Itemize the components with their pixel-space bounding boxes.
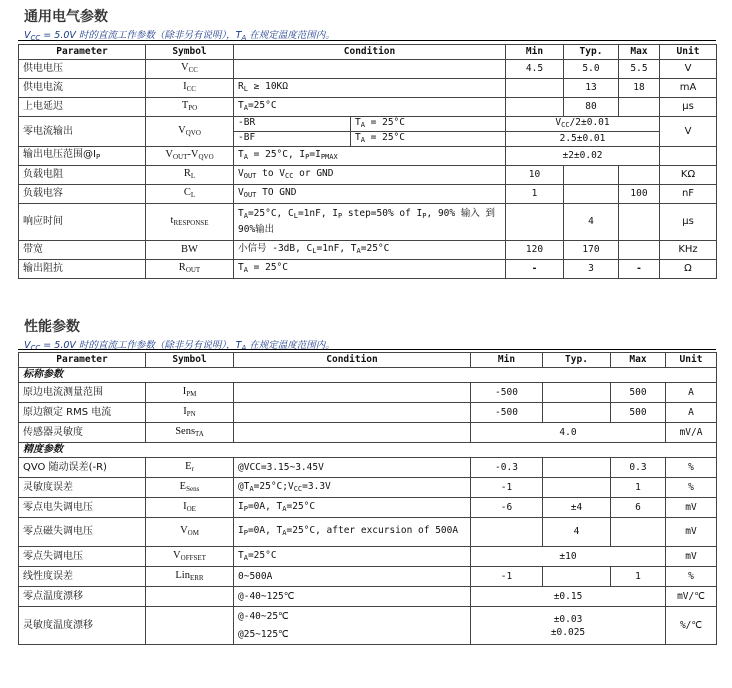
col-header: Parameter	[19, 353, 146, 368]
symbol-cell: $I_{PM}$	[146, 383, 234, 403]
unit-cell: %	[666, 478, 717, 498]
condition-cell: $I_P=0A$, $T_A=25^\circ C$, after excursion of 500A	[234, 518, 471, 547]
table-row	[19, 185, 717, 204]
table-row	[19, 458, 717, 478]
col-header: Max	[619, 45, 660, 60]
table-row	[19, 403, 717, 423]
group-row	[19, 368, 717, 383]
symbol-cell: $I_{PN}$	[146, 403, 234, 423]
table-row	[19, 117, 717, 132]
condition-cell: $I_P=0A$, $T_A=25^\circ C$	[234, 498, 471, 518]
condition-cell	[234, 607, 471, 645]
symbol-cell: Sens$_{TA}$	[146, 423, 234, 443]
max-cell: 1	[611, 478, 666, 498]
min-cell: -	[506, 260, 564, 279]
col-header: Unit	[660, 45, 717, 60]
symbol-cell: BW	[146, 241, 234, 260]
col-header: Symbol	[146, 353, 234, 368]
unit-cell: %	[666, 567, 717, 587]
typ-cell: 4	[564, 204, 619, 241]
table-row	[19, 241, 717, 260]
unit-cell: μs	[660, 204, 717, 241]
table-row	[19, 98, 717, 117]
symbol-cell: $E_{Sens}$	[146, 478, 234, 498]
table-row	[19, 260, 717, 279]
symbol-cell: $C_L$	[146, 185, 234, 204]
max-cell: 5.5	[619, 60, 660, 79]
condition-cell: $T_A=25^\circ C$	[234, 547, 471, 567]
col-header: Unit	[666, 353, 717, 368]
max-cell: 500	[611, 403, 666, 423]
typ-cell: 5.0	[564, 60, 619, 79]
table-row	[19, 498, 717, 518]
col-header: Max	[611, 353, 666, 368]
condition-cell: 小信号 -3dB, $C_L=1nF$, $T_A=25^\circ C$	[234, 241, 506, 260]
typ-cell: 80	[564, 98, 619, 117]
table-row	[19, 607, 717, 645]
param-cell: 灵敏度温度漂移	[19, 607, 146, 645]
symbol-cell: $I_{CC}$	[146, 79, 234, 98]
section1-subtitle: $V_{CC} = 5.0V$ 时的直流工作参数（除非另有说明），$T_A$ 在规定温度范围内。	[24, 30, 335, 42]
condition-cell: $T_A=25^\circ C$, $C_L=1nF$, $I_P$ step=50% of $I_P$, 90% 输入 到 90%输出	[234, 204, 506, 241]
unit-cell: V	[660, 60, 717, 79]
condition-cell: $T_A = 25^\circ C$, $I_P=I_{PMAX}$	[234, 147, 506, 166]
typ-cell	[543, 478, 611, 498]
param-cell: QVO 随动误差(-R)	[19, 458, 146, 478]
condition-cell: @-40~125℃	[234, 587, 471, 607]
max-cell: -	[619, 260, 660, 279]
value-span-cell: $V_{CC}/2\pm 0.01$	[506, 117, 660, 132]
typ-cell	[564, 166, 619, 185]
param-cell: 供电电流	[19, 79, 146, 98]
cond-line: @-40~25℃	[238, 610, 289, 622]
symbol-cell: $I_{OE}$	[146, 498, 234, 518]
param-cell: 输出阻抗	[19, 260, 146, 279]
min-cell: 1	[506, 185, 564, 204]
value-span-cell: 2.5±0.01	[506, 132, 660, 147]
section2-title: 性能参数	[24, 319, 80, 335]
max-cell: 500	[611, 383, 666, 403]
unit-cell: mV	[666, 547, 717, 567]
unit-cell: %	[666, 458, 717, 478]
typ-cell	[543, 567, 611, 587]
table-row	[19, 60, 717, 79]
max-cell	[619, 204, 660, 241]
max-cell: 18	[619, 79, 660, 98]
table-row	[19, 478, 717, 498]
symbol-cell: $T_{PO}$	[146, 98, 234, 117]
symbol-cell	[146, 607, 234, 645]
max-cell	[611, 518, 666, 547]
min-cell	[471, 518, 543, 547]
table-header-row	[19, 353, 717, 368]
max-cell: 100	[619, 185, 660, 204]
group-label: 标称参数	[19, 368, 717, 383]
condition-cell: $T_A = 25^\circ C$	[234, 260, 506, 279]
param-cell: 零点磁失调电压	[19, 518, 146, 547]
param-cell: 上电延迟	[19, 98, 146, 117]
table-row	[19, 547, 717, 567]
table-row	[19, 147, 717, 166]
unit-cell: mV/℃	[666, 587, 717, 607]
param-cell: 负载电阻	[19, 166, 146, 185]
min-cell: -500	[471, 403, 543, 423]
temp-cond: $T_A = 25^\circ C$	[355, 132, 405, 144]
value-line: ±0.025	[550, 626, 586, 638]
cond-line: @25~125℃	[238, 628, 289, 640]
typ-cell: 3	[564, 260, 619, 279]
condition-cell	[234, 383, 471, 403]
max-cell	[619, 166, 660, 185]
condition-cell: $T_A=25^\circ C$	[234, 98, 506, 117]
col-header: Min	[471, 353, 543, 368]
group-label: 精度参数	[19, 443, 717, 458]
min-cell	[506, 98, 564, 117]
param-cell: 供电电压	[19, 60, 146, 79]
max-cell: 1	[611, 567, 666, 587]
value-span-cell: ±10	[471, 547, 666, 567]
max-cell: 0.3	[611, 458, 666, 478]
table-row	[19, 79, 717, 98]
typ-cell: 13	[564, 79, 619, 98]
condition-cell: @VCC=3.15~3.45V	[234, 458, 471, 478]
param-cell: 负载电容	[19, 185, 146, 204]
condition-cell: $R_L \ge 10K\Omega$	[234, 79, 506, 98]
min-cell: 10	[506, 166, 564, 185]
max-cell	[619, 98, 660, 117]
unit-cell: μs	[660, 98, 717, 117]
table-row	[19, 423, 717, 443]
param-cell: 零点温度漂移	[19, 587, 146, 607]
table-row	[19, 518, 717, 547]
typ-cell	[543, 383, 611, 403]
col-header: Typ.	[564, 45, 619, 60]
param-cell: 零电流输出	[19, 117, 146, 147]
unit-cell: A	[666, 383, 717, 403]
unit-cell: Ω	[660, 260, 717, 279]
param-cell: 带宽	[19, 241, 146, 260]
value-span-cell	[471, 607, 666, 645]
condition-cell: $@T_A=25^\circ C;V_{CC}=3.3V$	[234, 478, 471, 498]
param-cell: 零点电失调电压	[19, 498, 146, 518]
unit-cell	[660, 147, 717, 166]
general-params-table	[18, 44, 717, 279]
unit-cell: mV/A	[666, 423, 717, 443]
param-cell: 原边额定 RMS 电流	[19, 403, 146, 423]
value-span-cell: ±2±0.02	[506, 147, 660, 166]
condition-cell	[234, 423, 471, 443]
table-row	[19, 166, 717, 185]
section1-rule	[18, 40, 716, 41]
symbol-cell: $E_r$	[146, 458, 234, 478]
unit-cell: mA	[660, 79, 717, 98]
condition-cell	[234, 60, 506, 79]
min-cell: -1	[471, 478, 543, 498]
symbol-cell: $V_{OM}$	[146, 518, 234, 547]
col-header: Symbol	[146, 45, 234, 60]
condition-cell: 0~500A	[234, 567, 471, 587]
symbol-cell: $t_{RESPONSE}$	[146, 204, 234, 241]
table-row	[19, 204, 717, 241]
min-cell: 4.5	[506, 60, 564, 79]
unit-cell: mV	[666, 498, 717, 518]
symbol-cell: Lin$_{ERR}$	[146, 567, 234, 587]
condition-cell	[234, 132, 506, 147]
typ-cell: ±4	[543, 498, 611, 518]
col-header: Condition	[234, 45, 506, 60]
param-cell: 传感器灵敏度	[19, 423, 146, 443]
col-header: Min	[506, 45, 564, 60]
typ-cell	[564, 185, 619, 204]
min-cell: -1	[471, 567, 543, 587]
variant-label: -BF	[234, 132, 351, 146]
condition-cell: $V_{OUT}$ TO GND	[234, 185, 506, 204]
symbol-cell: $R_L$	[146, 166, 234, 185]
col-header: Parameter	[19, 45, 146, 60]
unit-cell: %/℃	[666, 607, 717, 645]
condition-cell: $V_{OUT}$ to $V_{CC}$ or GND	[234, 166, 506, 185]
typ-cell	[543, 458, 611, 478]
temp-cond: $T_A = 25^\circ C$	[355, 117, 405, 129]
table-row	[19, 567, 717, 587]
symbol-cell	[146, 587, 234, 607]
section2-rule	[18, 349, 716, 350]
param-cell: 输出电压范围$@I_P$	[19, 147, 146, 166]
max-cell: 6	[611, 498, 666, 518]
performance-params-table	[18, 352, 717, 645]
param-cell: 零点失调电压	[19, 547, 146, 567]
typ-cell: 4	[543, 518, 611, 547]
min-cell: -0.3	[471, 458, 543, 478]
min-cell	[506, 204, 564, 241]
unit-cell: KΩ	[660, 166, 717, 185]
value-line: ±0.03	[553, 613, 583, 625]
max-cell	[619, 241, 660, 260]
condition-cell	[234, 403, 471, 423]
unit-cell: A	[666, 403, 717, 423]
typ-cell: 170	[564, 241, 619, 260]
value-span-cell: ±0.15	[471, 587, 666, 607]
symbol-cell: $V_{OFFSET}$	[146, 547, 234, 567]
col-header: Typ.	[543, 353, 611, 368]
unit-cell: nF	[660, 185, 717, 204]
table-row	[19, 383, 717, 403]
section2-subtitle: $V_{CC} = 5.0V$ 时的直流工作参数（除非另有说明），$T_A$ 在规定温度范围内。	[24, 340, 335, 352]
symbol-cell: $V_{QVO}$	[146, 117, 234, 147]
param-cell: 原边电流测量范围	[19, 383, 146, 403]
typ-cell	[543, 403, 611, 423]
symbol-cell: $V_{OUT}-V_{QVO}$	[146, 147, 234, 166]
min-cell	[506, 79, 564, 98]
symbol-cell: $V_{CC}$	[146, 60, 234, 79]
unit-cell: KHz	[660, 241, 717, 260]
value-span-cell: 4.0	[471, 423, 666, 443]
param-cell: 线性度误差	[19, 567, 146, 587]
table-row	[19, 587, 717, 607]
symbol-cell: $R_{OUT}$	[146, 260, 234, 279]
table-header-row	[19, 45, 717, 60]
min-cell: 120	[506, 241, 564, 260]
unit-cell: V	[660, 117, 717, 147]
condition-cell	[234, 117, 506, 132]
unit-cell: mV	[666, 518, 717, 547]
group-row	[19, 443, 717, 458]
col-header: Condition	[234, 353, 471, 368]
min-cell: -500	[471, 383, 543, 403]
section1-title: 通用电气参数	[24, 9, 108, 25]
param-cell: 灵敏度误差	[19, 478, 146, 498]
min-cell: -6	[471, 498, 543, 518]
variant-label: -BR	[234, 117, 351, 131]
param-cell: 响应时间	[19, 204, 146, 241]
